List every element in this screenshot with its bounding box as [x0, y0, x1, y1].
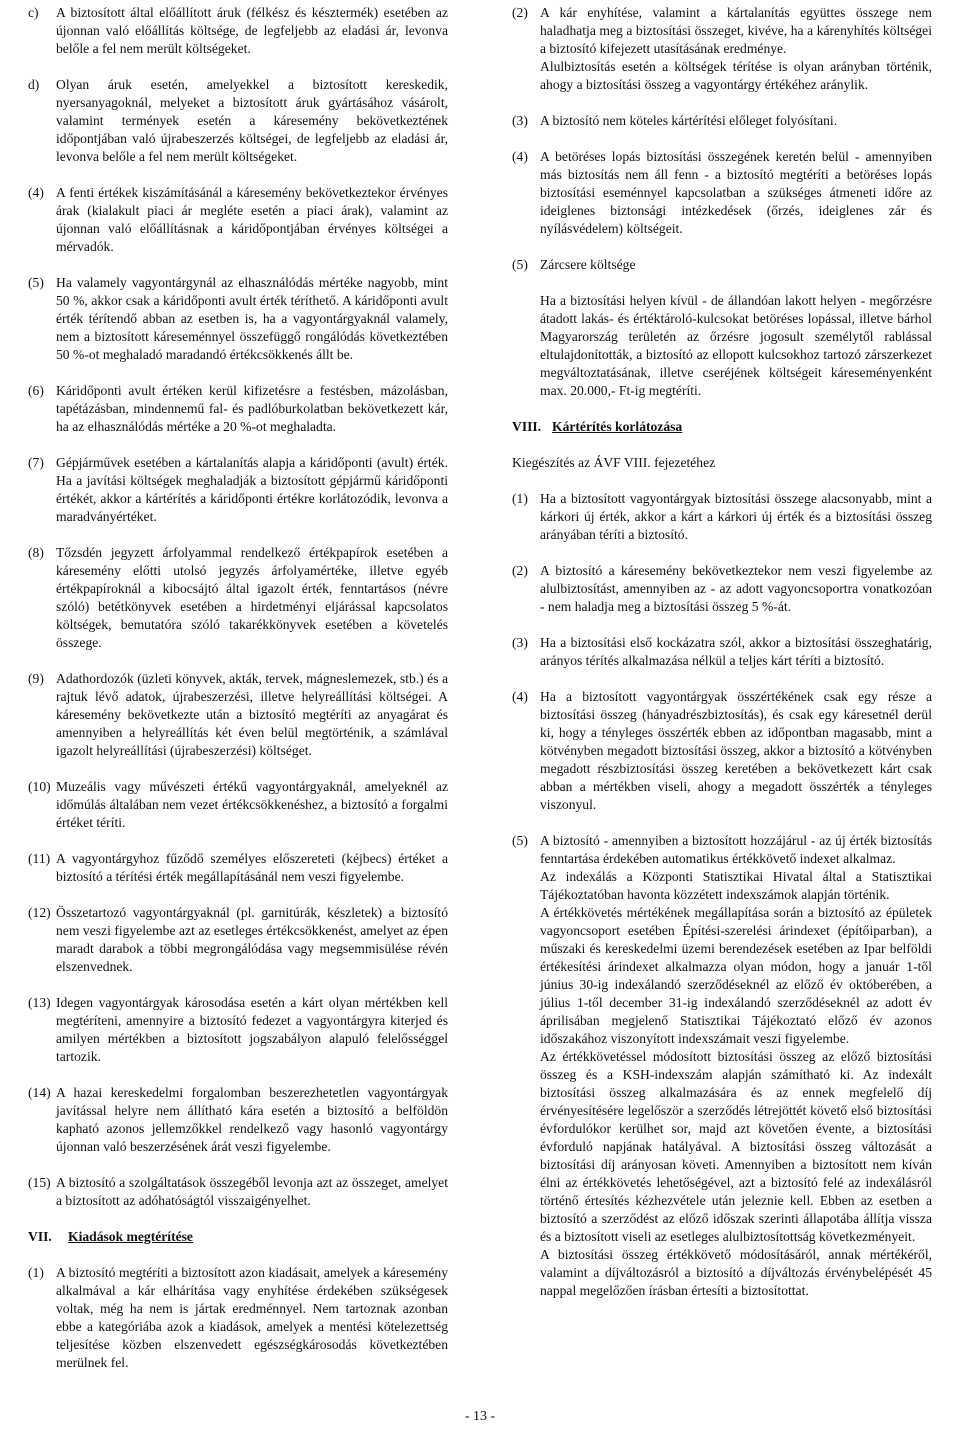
item-text: Olyan áruk esetén, amelyekkel a biztosított kereskedik, nyersanyagoknál, melyeket a biztosított áruk gyártásához vásárolt, valamint termények esetén a káresemény bekövetkeztének időpontjában való újrabeszerzés költségei, de legfeljebb az eladási ár, levonva belőle a fel nem merült költségeket.: [56, 77, 448, 164]
item-number: (9): [28, 671, 44, 686]
item-text: Idegen vagyontárgyak károsodása esetén a kárt olyan mértékben kell megtéríteni, amennyire a biztosító fedezet a vagyontárgyra kiterjed és amilyen mértékben a biztosított jogszabályon alapuló felelősséggel tartozik.: [56, 995, 448, 1064]
item-9: [28, 670, 448, 760]
page-number: - 13 -: [464, 1409, 496, 1424]
item-paragraph: A értékkövetés mértékének megállapítása során a biztosító az épületek vagyoncsoport esetében Építési-szerelési árindexet (építőiparban), a műszaki és kereskedelmi üzemi berendezések esetében az Ipar belföldi értékesítési árindexet alkalmazza olyan módon, hogy a január 1-től június 30-ig indexálandó szerződéseknél az előző év októberében, a július 1-től december 31-ig indexálandó szerződéseknél az adott év áprilisában megjelenő Statisztikai Tájékoztató előző év azonos időszakához viszonyított indexszámait veszi figyelembe.: [540, 905, 932, 1046]
section-title: Kiadások megtérítése: [68, 1229, 193, 1244]
item-text: Alulbiztosítás esetén a költségek térítése is olyan arányban történik, ahogy a biztosítási összeg a vagyontárgy értékéhez aránylik.: [540, 59, 932, 92]
item-text: A kár enyhítése, valamint a kártalanítás együttes összege nem haladhatja meg a biztosítási összeget, kivéve, ha a kárenyhítés költségei a biztosító kifejezett utasításának eredménye.: [540, 5, 932, 56]
item-number: (7): [28, 455, 44, 470]
item-text: A fenti értékek kiszámításánál a káresemény bekövetkeztekor érvényes árak (kialakult piaci ár megléte esetén a piaci árak), valamint az újonnan való előállításnak a káridőpontjában érvényes költségei a mérvadók.: [56, 185, 448, 254]
item-c: [28, 4, 448, 58]
right-column: [512, 4, 932, 1318]
item-number: d): [28, 77, 40, 92]
item-number: (11): [28, 851, 51, 866]
item-number: (12): [28, 905, 51, 920]
item-text: A betöréses lopás biztosítási összegének keretén belül - amennyiben más biztosítás nem áll fenn - a biztosító megtéríti a betöréses lopás biztosítási eseménnyel kapcsolatban a szükséges átmeneti időre az ideiglenes biztonsági intézkedések (őrzés, ideiglenes zár és nyílásvédelem) költségeit.: [540, 149, 932, 236]
item-number: (5): [512, 833, 528, 848]
item-number: (1): [28, 1265, 44, 1280]
item-text: Tőzsdén jegyzett árfolyammal rendelkező értékpapírok esetében a káresemény előtti utolsó jegyzés árfolyamértéke, illetve egyéb értékpapíroknál a kibocsájtó által igazolt érték, fenntartásos (névre szóló) betétkönyvek esetében a hirdetményi eljárással kapcsolatos költségek, bemutatóra szóló takarékkönyvek esetében a követelés összege.: [56, 545, 448, 650]
item-number: (10): [28, 779, 51, 794]
item-paragraph: A biztosító - amennyiben a biztosított hozzájárul - az új érték biztosítás fenntartása érdekében automatikus értékkövető indexet alkalmaz.: [540, 833, 932, 866]
section-heading-viii: [512, 418, 932, 436]
vii-item-1: [28, 1264, 448, 1372]
item-13: [28, 994, 448, 1066]
vii-item-2: [512, 4, 932, 94]
item-text: A vagyontárgyhoz fűződő személyes előszereteti (kéjbecs) értéket a biztosító a térítési érték megállapításánál nem veszi figyelembe.: [56, 851, 448, 884]
item-number: (3): [512, 635, 528, 650]
item-text: A biztosító nem köteles kártérítési előleget folyósítani.: [540, 113, 838, 128]
item-number: (3): [512, 113, 528, 128]
left-column: [28, 4, 448, 1390]
item-text-block: [540, 832, 932, 1300]
item-text: A biztosított által előállított áruk (félkész és késztermék) esetében az újonnan való előállítás költsége, de legfeljebb az eladási ár, levonva belőle a fel nem merült költségeket.: [56, 5, 448, 56]
item-number: (4): [512, 689, 528, 704]
item-text: Gépjárművek esetében a kártalanítás alapja a káridőponti (avult) érték. Ha a javítási költségek meghaladják a biztosított gépjármű káridőponti értékét, akkor a kártérítés a káridőponti értékre korlátozódik, levonva a maradványértéket.: [56, 455, 448, 524]
item-number: (5): [28, 275, 44, 290]
item-number: (4): [28, 185, 44, 200]
item-number: (13): [28, 995, 51, 1010]
item-number: (14): [28, 1085, 51, 1100]
section-title: Kártérítés korlátozása: [552, 419, 683, 434]
item-14: [28, 1084, 448, 1156]
viii-item-2: [512, 562, 932, 616]
vii-item-3: [512, 112, 932, 130]
item-d: [28, 76, 448, 166]
item-8: [28, 544, 448, 652]
section-subheading: Kiegészítés az ÁVF VIII. fejezetéhez: [512, 455, 716, 470]
item-4: [28, 184, 448, 256]
item-text: Zárcsere költsége: [540, 257, 636, 272]
vii-item-4: [512, 148, 932, 238]
vii-item-5: [512, 256, 932, 274]
item-11: [28, 850, 448, 886]
item-number: (5): [512, 257, 528, 272]
item-text: A biztosító a káresemény bekövetkeztekor nem veszi figyelembe az alulbiztosítást, amennyiben az - az adott vagyoncsoportra vonatkozóan - nem haladja meg a biztosítási összeg 5 %-át.: [540, 563, 932, 614]
item-15: [28, 1174, 448, 1210]
item-number: (8): [28, 545, 44, 560]
item-text: Muzeális vagy művészeti értékű vagyontárgyaknál, amelyeknél az időmúlás általában nem vezet értékcsökkenéshez, a biztosító a forgalmi értéket téríti.: [56, 779, 448, 830]
item-text: A biztosító a szolgáltatások összegéből levonja azt az összeget, amelyet a biztosított az adóhatóságtól visszaigényelhet.: [56, 1175, 448, 1208]
section-number: VII.: [28, 1229, 52, 1244]
item-10: [28, 778, 448, 832]
item-7: [28, 454, 448, 526]
item-text: Ha a biztosított vagyontárgyak biztosítási összege alacsonyabb, mint a kárkori új érték, akkor a kárt a kárkori új érték és a biztosítási összeg arányában téríti a biztosító.: [540, 491, 932, 542]
item-number: (1): [512, 491, 528, 506]
item-number: (6): [28, 383, 44, 398]
viii-item-5: [512, 832, 932, 1300]
item-text: Ha a biztosítási első kockázatra szól, akkor a biztosítási összeghatárig, arányos térítés alkalmazása nélkül a teljes kárt téríti a biztosító.: [540, 635, 932, 668]
item-text: A hazai kereskedelmi forgalomban beszerezhetetlen vagyontárgyak javítással helyre nem állítható kára esetén a biztosító a belföldön kapható azonos jellemzőkkel rendelkező vagy hasonló vagyontárgy újonnan való beszerzésének árát veszi figyelembe.: [56, 1085, 448, 1154]
item-text: Adathordozók (üzleti könyvek, akták, tervek, mágneslemezek, stb.) és a rajtuk lévő adatok, újrabeszerzési, illetve helyreállítási költségei. A káresemény bekövetkezte után a biztosító megtéríti az anyagárat és amennyiben a helyreállítás két éven belül megtörténik, a számlával igazolt helyreállítási (újrabeszerzési) költséget.: [56, 671, 448, 758]
item-5: [28, 274, 448, 364]
item-paragraph: A biztosítási összeg értékkövető módosításáról, annak mértékéről, valamint a díjváltozásról a biztosító a díjváltozás érvénybelépését 45 nappal megelőzően írásban értesíti a biztosítottat.: [540, 1247, 932, 1298]
item-6: [28, 382, 448, 436]
item-text: Összetartozó vagyontárgyaknál (pl. garnitúrák, készletek) a biztosító nem veszi figyelembe azt az esetleges értékcsökkenést, amelyet az épen maradt darabok a többi megrongálódása vagy megsemmisülése révén elszenvednek.: [56, 905, 448, 974]
paragraph: Ha a biztosítási helyen kívül - de állandóan lakott helyen - megőrzésre átadott lakás- és értéktároló-kulcsokat betöréses lopással, illetve bárhol Magyarország területén az őrzésre jogosult személytől rablással eltulajdonították, a biztosító az ellopott kulcsokhoz tartozó zárszerkezet megváltoztatásának, illetve cseréjének költségeit káreseményenként max. 20.000,- Ft-ig megtéríti.: [540, 293, 932, 398]
item-number: (4): [512, 149, 528, 164]
item-text-block: [540, 4, 932, 94]
item-paragraph: Az értékkövetéssel módosított biztosítási összeg az előző biztosítási összeg és a KSH-indexszám alapján számítható ki. Az indexált biztosítási összeg alkalmazására és az ennek megfelelő díj érvényesítésére legelőször a szerződés létrejöttét követő első biztosítási évfordulókor kerülhet sor, majd azt követően évente, a biztosítási évforduló napjának hatályával. A biztosítási összeg változását a biztosítási díj arányosan követi. Amennyiben a biztosított nem kíván élni az értékkövetés lehetőségével, azt a biztosító felé az indexálásról történő értesítés kézhezvétele után jeleznie kell. Ebben az esetben a biztosító a szerződést az előző időszak szerinti állapotába állítja vissza és a biztosított viseli az esetleges alulbiztosítottság következményeit.: [540, 1049, 932, 1244]
item-12: [28, 904, 448, 976]
item-number: c): [28, 5, 39, 20]
viii-item-3: [512, 634, 932, 670]
item-text: Ha valamely vagyontárgynál az elhasználódás mértéke nagyobb, mint 50 %, akkor csak a káridőponti avult érték téríthető. A káridőponti avult érték térítendő abban az esetben is, ha a vagyontárgyaknál valamely, nem a biztosított káreseménnyel összefüggő rongálódás következtében 50 %-ot meghaladó maradandó értékcsökkenés állt be.: [56, 275, 448, 362]
item-text: Ha a biztosított vagyontárgyak összértékének csak egy része a biztosítási összeg (hányadrészbiztosítás), és csak egy káresetnél derül ki, hogy a tényleges összérték ebben az időpontban magasabb, mint a kötvényben megadott biztosítási összeg, akkor a biztosító a kötvényben megadott részbiztosítási összeg keretében a bekövetkezett kárt csak abban a mértékben viseli, ahogy a megadott összérték a tényleges viszonyul.: [540, 689, 932, 812]
item-paragraph: Az indexálás a Központi Statisztikai Hivatal által a Statisztikai Tájékoztatóban havonta közzétett indexszámok alapján történik.: [540, 869, 932, 902]
item-text: Káridőponti avult értéken kerül kifizetésre a festésben, mázolásban, tapétázásban, mindennemű fal- és padlóburkolatban bekövetkezett kár, ha az elhasználódás mértéke a 20 %-ot meghaladta.: [56, 383, 448, 434]
viii-item-4: [512, 688, 932, 814]
section-heading-vii: [28, 1228, 448, 1246]
item-text: A biztosító megtéríti a biztosított azon kiadásait, amelyek a káresemény alkalmával a kár elhárítása vagy enyhítése érdekében szükségesek voltak, még ha nem is jártak eredménnyel. Nem tartoznak azonban ebbe a kategóriába azok a kiadások, amelyek a mentési kötelezettség teljesítése közben elszenvedett egészségkárosodás következtében merülnek fel.: [56, 1265, 448, 1370]
section-number: VIII.: [512, 419, 542, 434]
viii-item-1: [512, 490, 932, 544]
item-number: (2): [512, 5, 528, 20]
item-number: (2): [512, 563, 528, 578]
item-number: (15): [28, 1175, 51, 1190]
